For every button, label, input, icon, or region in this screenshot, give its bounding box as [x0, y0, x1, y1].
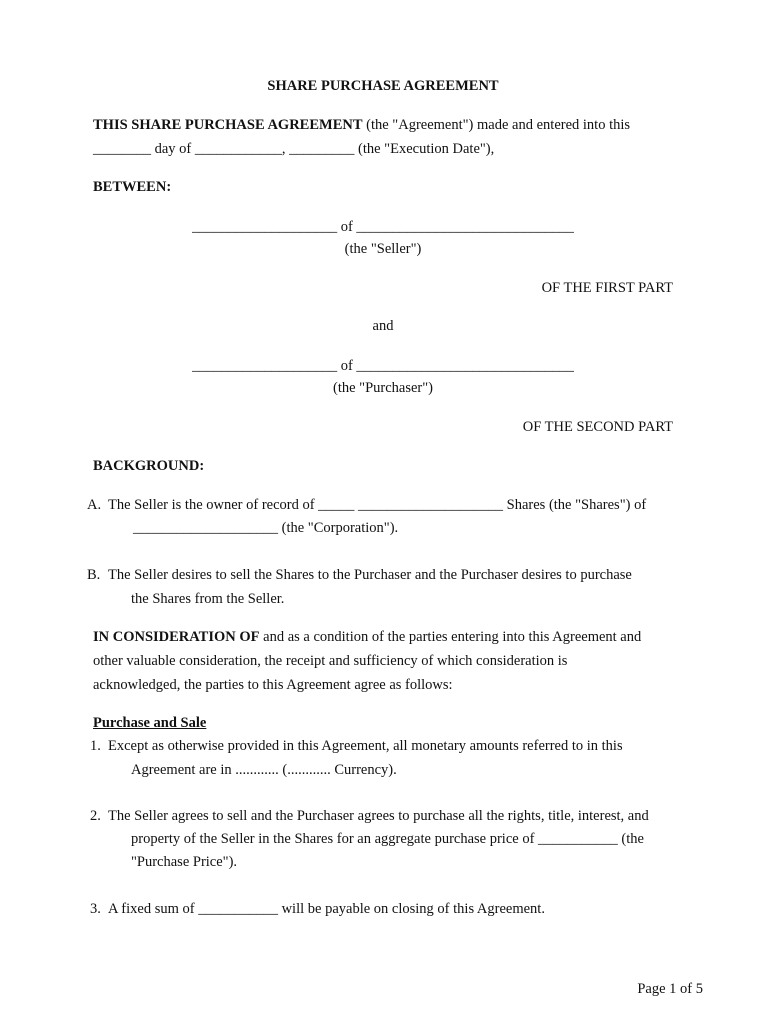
clause-3-marker: 3. — [90, 901, 101, 917]
clause-3-line-1: A fixed sum of ___________ will be payable on closing of this Agreement. — [108, 901, 545, 917]
purchaser-label: (the "Purchaser") — [332, 380, 433, 396]
clause-1-line-2: Agreement are in ............ (............ Currency). — [131, 762, 397, 778]
purchaser-line: ____________________ of ______________________________ — [192, 358, 574, 374]
second-part-label: OF THE SECOND PART — [522, 419, 673, 435]
clause-2-line-2: property of the Seller in the Shares for an aggregate purchase price of ___________ (the — [131, 831, 644, 847]
clause-2-line-1: The Seller agrees to sell and the Purchaser agrees to purchase all the rights, title, interest, and — [108, 808, 649, 824]
seller-label: (the "Seller") — [344, 241, 422, 257]
recital-b-marker: B. — [87, 567, 101, 583]
recital-a-line-2: ____________________ (the "Corporation"). — [133, 520, 399, 536]
intro-line-2: ________ day of ____________, _________ (the "Execution Date"), — [93, 141, 495, 157]
consideration-bold-lead: IN CONSIDERATION OF — [93, 629, 260, 645]
section-heading: Purchase and Sale — [93, 715, 207, 731]
clause-1-line-1: Except as otherwise provided in this Agreement, all monetary amounts referred to in this — [108, 738, 623, 754]
recital-a-line-1: The Seller is the owner of record of _____ ____________________ Shares (the "Shares") of — [108, 497, 647, 513]
consideration-line-1-rest: and as a condition of the parties entering into this Agreement and — [259, 629, 642, 645]
consideration-line-3: acknowledged, the parties to this Agreement agree as follows: — [93, 677, 453, 693]
clause-2-marker: 2. — [90, 808, 101, 824]
recital-b-line-1: The Seller desires to sell the Shares to the Purchaser and the Purchaser desires to purchase — [108, 567, 632, 583]
intro-line-1 — [93, 115, 630, 135]
intro-bold-lead: THIS SHARE PURCHASE AGREEMENT — [93, 117, 363, 133]
clause-1-marker: 1. — [90, 738, 101, 754]
background-heading: BACKGROUND: — [93, 458, 205, 474]
consideration-line-2: other valuable consideration, the receipt and sufficiency of which consideration is — [93, 653, 568, 669]
intro-line-1-rest: (the "Agreement") made and entered into this — [362, 117, 631, 133]
recital-b-line-2: the Shares from the Seller. — [131, 591, 285, 607]
first-part-label: OF THE FIRST PART — [541, 280, 673, 296]
page-number: Page 1 of 5 — [637, 981, 703, 997]
and-text: and — [372, 318, 394, 334]
between-heading: BETWEEN: — [93, 179, 172, 195]
clause-2-line-3: "Purchase Price"). — [131, 854, 238, 870]
recital-a-marker: A. — [87, 497, 102, 513]
document-title: SHARE PURCHASE AGREEMENT — [267, 78, 499, 94]
seller-line: ____________________ of ______________________________ — [192, 219, 574, 235]
consideration-line-1 — [93, 627, 641, 647]
